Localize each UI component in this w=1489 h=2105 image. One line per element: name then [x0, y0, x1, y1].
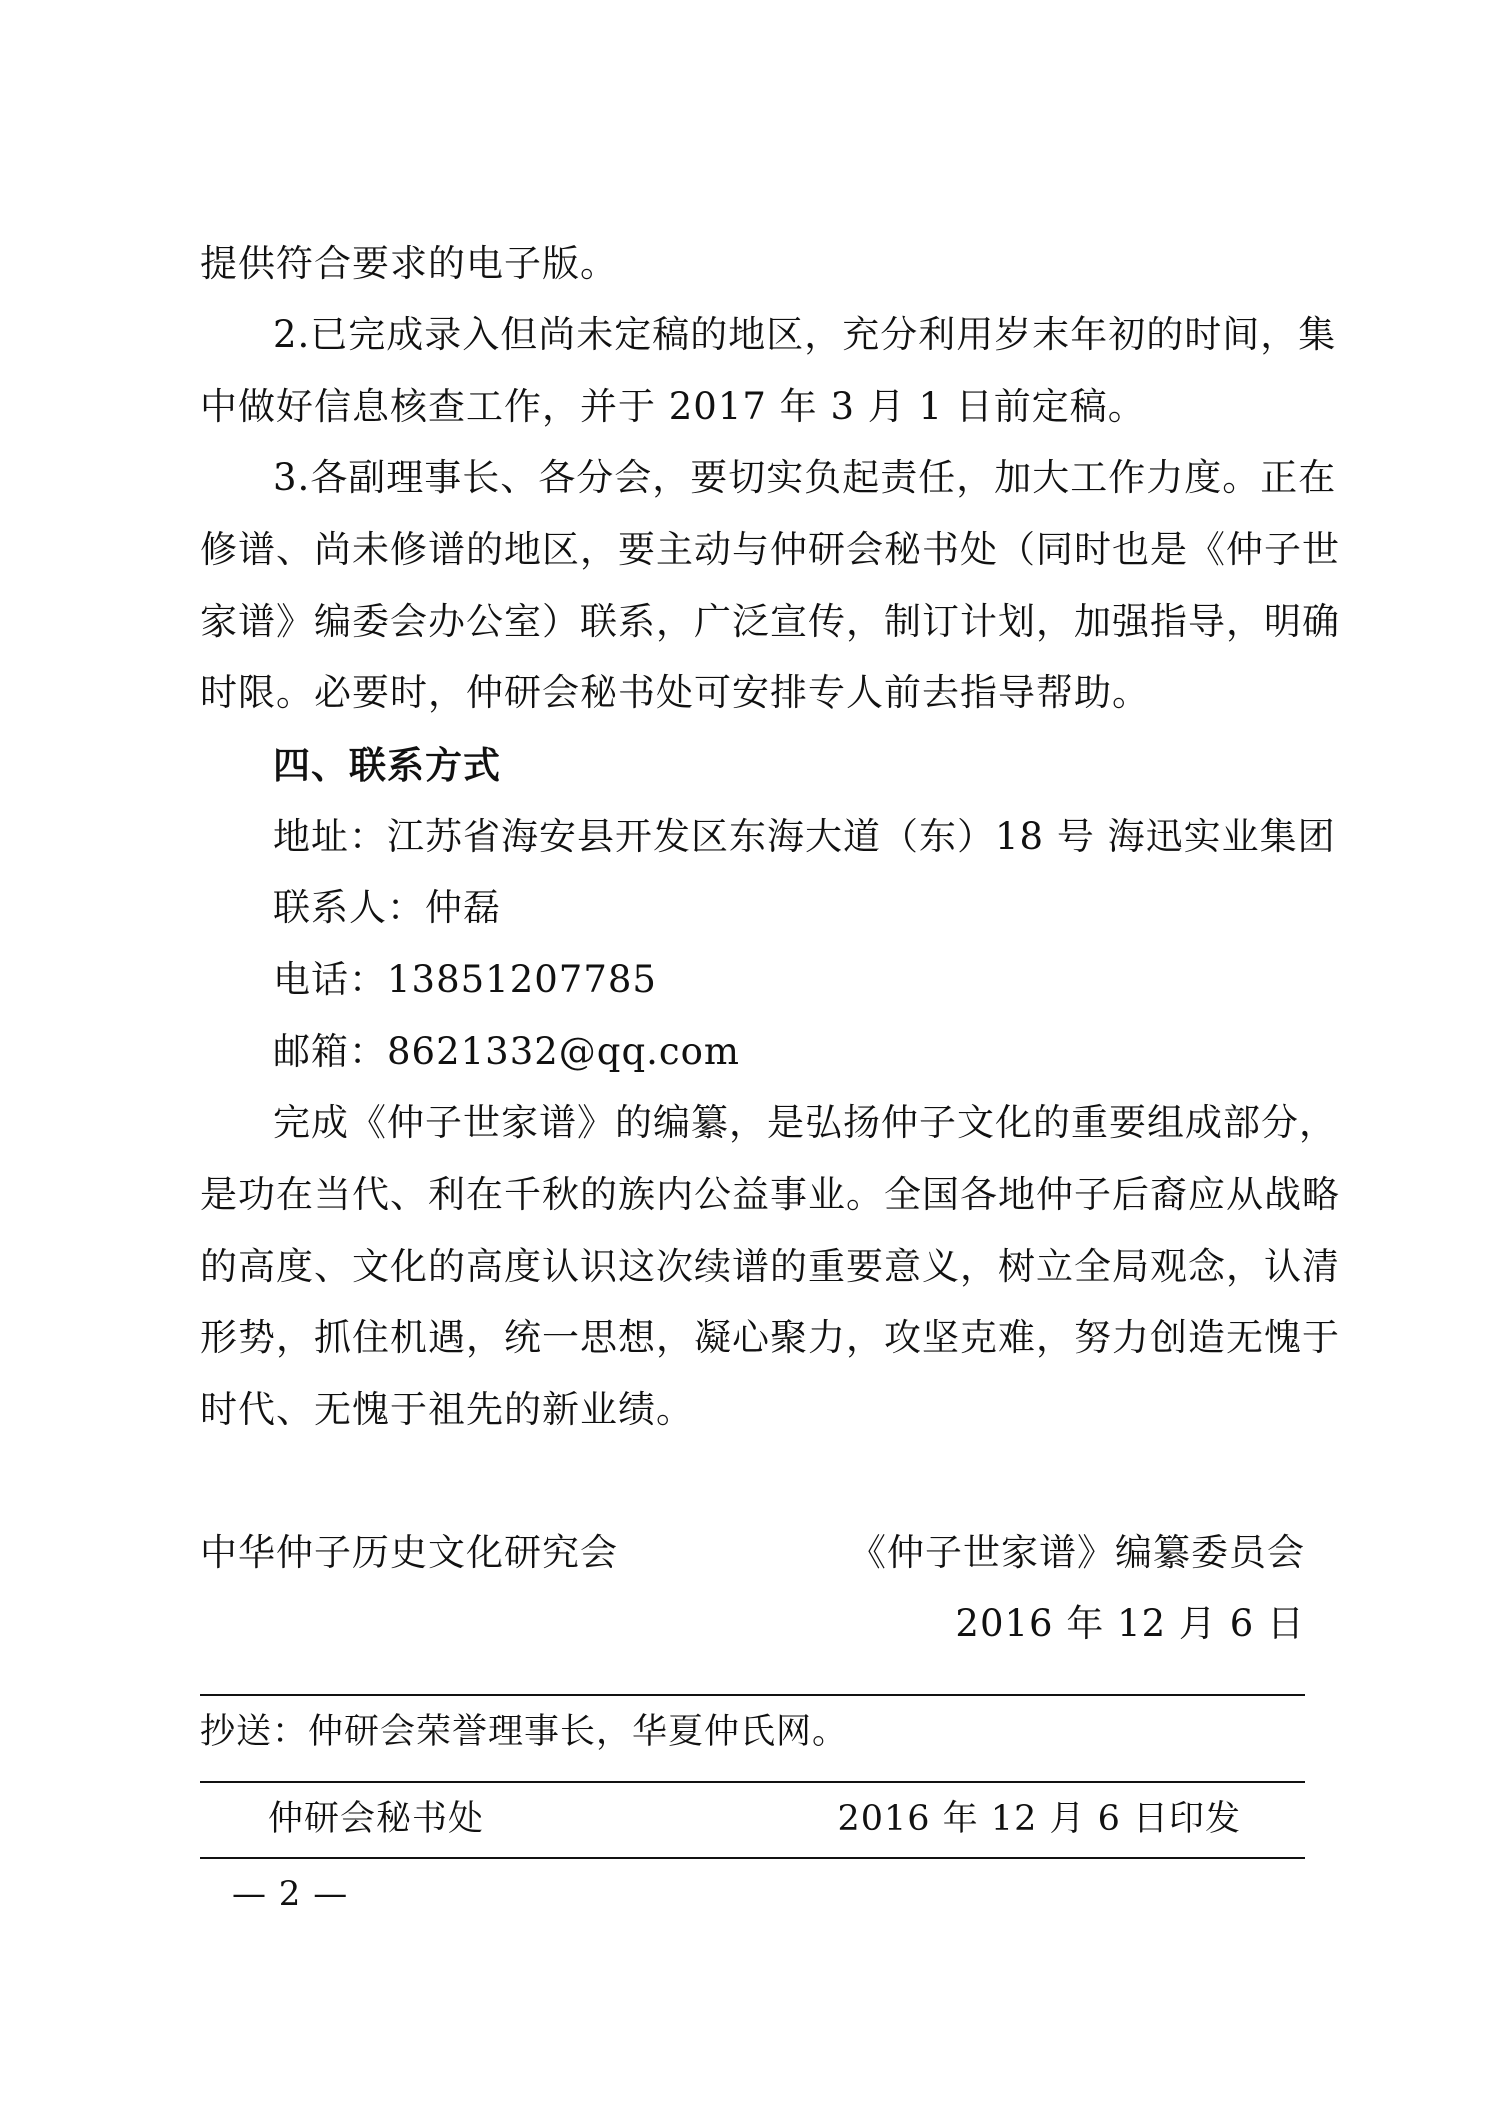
issue-date: 2016 年 12 月 6 日印发	[837, 1799, 1241, 1839]
footer-divider-top	[200, 1694, 1305, 1696]
list-item-3-line: 家谱》编委会办公室）联系，广泛宣传，制订计划，加强指导，明确	[200, 600, 1340, 643]
cc-line: 抄送：仲研会荣誉理事长，华夏仲氏网。	[200, 1712, 849, 1752]
list-item-2-line: 2.已完成录入但尚未定稿的地区，充分利用岁末年初的时间，集	[273, 313, 1337, 356]
closing-line: 时代、无愧于祖先的新业绩。	[200, 1388, 694, 1431]
issuer: 仲研会秘书处	[268, 1799, 485, 1839]
list-item-3-line: 3.各副理事长、各分会，要切实负起责任，加大工作力度。正在	[273, 456, 1337, 499]
contact-address: 地址：江苏省海安县开发区东海大道（东）18 号 海迅实业集团	[273, 815, 1336, 858]
contact-phone: 电话：13851207785	[273, 958, 657, 1001]
page-number: — 2 —	[232, 1874, 349, 1914]
list-item-2-line: 中做好信息核查工作，并于 2017 年 3 月 1 日前定稿。	[200, 385, 1146, 428]
signature-org-right: 《仲子世家谱》编纂委员会	[849, 1531, 1305, 1574]
signature-date: 2016 年 12 月 6 日	[955, 1602, 1305, 1645]
footer-divider-middle	[200, 1781, 1305, 1783]
list-item-3-line: 时限。必要时，仲研会秘书处可安排专人前去指导帮助。	[200, 671, 1150, 714]
footer-divider-bottom	[200, 1857, 1305, 1859]
contact-email: 邮箱：8621332@qq.com	[273, 1030, 740, 1073]
contact-person: 联系人：仲磊	[273, 886, 501, 929]
signature-org-left: 中华仲子历史文化研究会	[200, 1531, 618, 1574]
list-item-3-line: 修谱、尚未修谱的地区，要主动与仲研会秘书处（同时也是《仲子世	[200, 528, 1340, 571]
section-heading: 四、联系方式	[273, 743, 501, 787]
closing-line: 是功在当代、利在千秋的族内公益事业。全国各地仲子后裔应从战略	[200, 1173, 1340, 1216]
closing-line: 完成《仲子世家谱》的编纂，是弘扬仲子文化的重要组成部分，	[273, 1101, 1337, 1144]
closing-line: 形势，抓住机遇，统一思想，凝心聚力，攻坚克难，努力创造无愧于	[200, 1316, 1340, 1359]
closing-line: 的高度、文化的高度认识这次续谱的重要意义，树立全局观念，认清	[200, 1245, 1340, 1288]
body-line: 提供符合要求的电子版。	[200, 242, 618, 285]
